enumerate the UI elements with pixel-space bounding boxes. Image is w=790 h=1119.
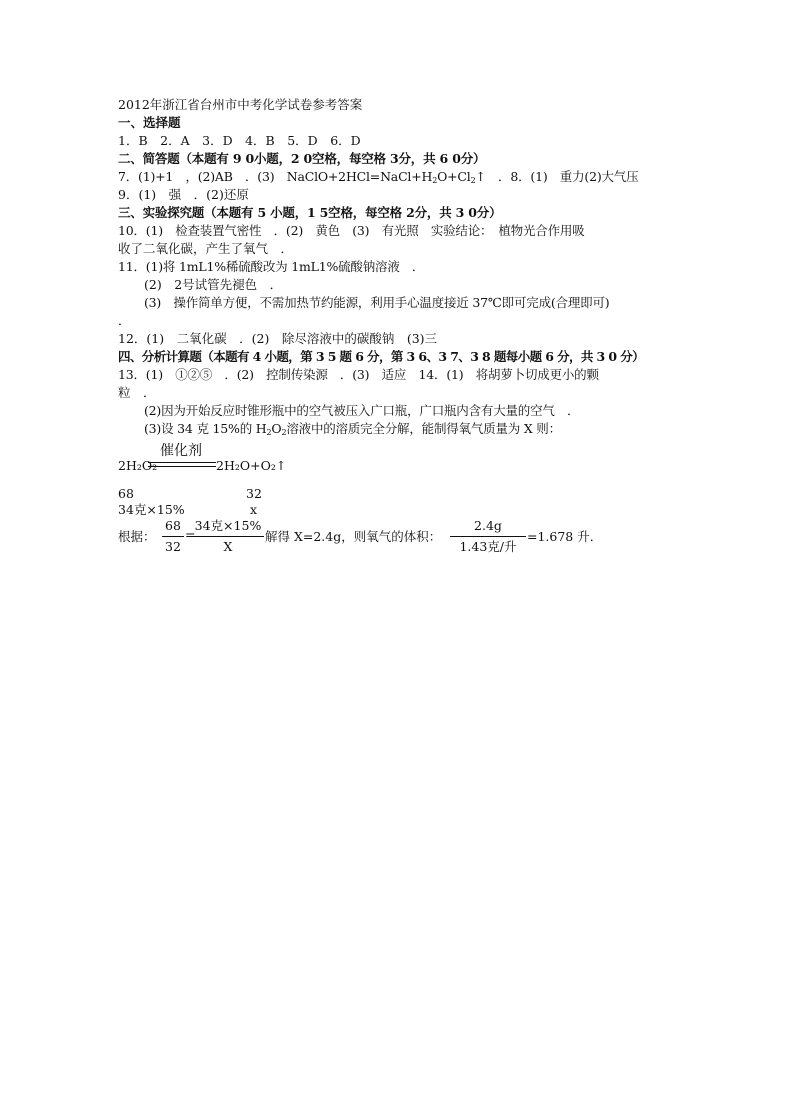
subscript: 2 — [470, 176, 476, 185]
subscript: 2 — [432, 176, 438, 185]
answer-9: 9．(1) 强 ．(2)还原 — [118, 187, 249, 202]
answer-11-line2: (2) 2号试管先褪色 ． — [144, 277, 283, 292]
answer-14-part-a: (3)设 34 克 15%的 H — [144, 421, 267, 436]
answer-7-part-a: 7．(1)+1 ，(2)AB ．(3) NaClO+2HCl=NaCl+H — [118, 169, 433, 184]
answer-10-line2: 收了二氧化碳，产生了氧气 ． — [118, 241, 294, 256]
answer-11-line4: ． — [118, 313, 131, 328]
calc-middle-text: 解得 X=2.4g，则氧气的体积： — [265, 529, 442, 544]
document-title: 2012年浙江省台州市中考化学试卷参考答案 — [118, 97, 363, 112]
fraction-numerator: 2.4g — [474, 518, 502, 533]
catalyst-label: 催化剂 — [160, 443, 202, 459]
answer-14-part-b: O — [271, 421, 282, 436]
calc-prefix: 根据： — [118, 529, 156, 544]
fraction-volume — [450, 517, 526, 556]
equation-double-line — [148, 462, 216, 467]
actual-mass-row — [118, 502, 418, 518]
answer-7-8 — [118, 168, 678, 186]
answer-14-part-c: 溶液中的溶质完全分解，能制得氧气质量为 X 则： — [286, 421, 561, 436]
subscript: 2 — [281, 428, 287, 437]
answer-7-part-b: O+Cl — [437, 169, 471, 184]
answers-1-6: 1．B 2．A 3．D 4．B 5．D 6．D — [118, 133, 361, 148]
answer-14-line3 — [118, 420, 678, 438]
fraction-molar-ratio — [162, 517, 184, 556]
reaction-equation — [118, 440, 418, 480]
fraction-numerator: 68 — [165, 518, 181, 533]
mass-h2o2: 68 — [118, 486, 134, 501]
fraction-denominator: 32 — [165, 539, 181, 554]
answer-11-line3: (3) 操作简单方便，不需加热节约能源，利用手心温度接近 37℃即可完成(合理即可) — [144, 295, 610, 310]
fraction-bar — [192, 536, 264, 537]
answer-7-part-c: ↑ ．8．(1) 重力(2)大气压 — [475, 169, 639, 184]
molar-mass-row — [118, 486, 262, 502]
fraction-mass-ratio — [192, 517, 264, 556]
fraction-numerator: 34克×15% — [194, 518, 262, 533]
calc-result: =1.678 升． — [527, 529, 603, 544]
fraction-bar — [450, 536, 526, 537]
subscript: 2 — [266, 428, 272, 437]
equation-reactant: 2H₂O₂ — [118, 458, 158, 473]
fraction-denominator: X — [223, 539, 233, 554]
answer-content — [118, 96, 678, 438]
calculation-line — [118, 517, 678, 559]
answer-12: 12．(1) 二氧化碳 ．(2) 除尽溶液中的碳酸钠 (3)三 — [118, 331, 438, 346]
section-heading-short-answer: 二、简答题（本题有 9 0小题，2 0空格，每空格 3分，共 6 0分） — [118, 151, 486, 166]
answer-11-line1: 11．(1)将 1mL1%稀硫酸改为 1mL1%硫酸钠溶液 ． — [118, 259, 425, 274]
answer-13-line1: 13．(1) ①②⑤ ．(2) 控制传染源 ．(3) 适应 14．(1) 将胡萝卜切成更小的颗 — [118, 367, 599, 382]
actual-mass-h2o2: 34克×15% — [118, 502, 185, 517]
answer-14-line2: (2)因为开始反应时锥形瓶中的空气被压入广口瓶，广口瓶内含有大量的空气 ． — [144, 403, 580, 418]
answer-10-line1: 10．(1) 检查装置气密性 ．(2) 黄色 (3) 有光照 实验结论： 植物光合作用吸 — [118, 223, 585, 238]
actual-mass-o2: x — [250, 502, 258, 517]
section-heading-experiment: 三、实验探究题（本题有 5 小题，1 5空格，每空格 2分，共 3 0分） — [118, 205, 502, 220]
calc-equals: = — [185, 527, 196, 542]
section-heading-choice: 一、选择题 — [118, 115, 181, 130]
fraction-denominator: 1.43克/升 — [459, 539, 517, 554]
answer-13-line2: 粒 ． — [118, 385, 156, 400]
fraction-bar — [162, 536, 184, 537]
equation-products: 2H₂O+O₂↑ — [216, 458, 287, 473]
mass-o2: 32 — [246, 486, 262, 501]
section-heading-calculation: 四、分析计算题（本题有 4 小题，第 3 5 题 6 分，第 3 6、3 7、3 8 题每小题 6 分，共 3 0 分） — [118, 349, 645, 364]
